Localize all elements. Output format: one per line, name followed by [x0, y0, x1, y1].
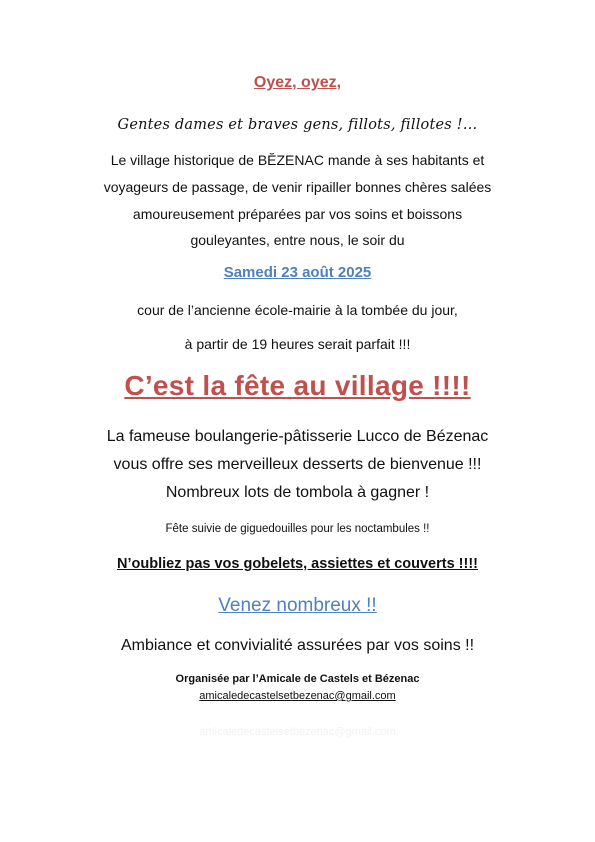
ambiance-text: Ambiance et convivialité assurées par vos soins !! — [120, 637, 475, 654]
intro-line-3: amoureusement préparées par vos soins et boissons — [132, 206, 463, 222]
event-title: C’est la fête au village !!!! — [124, 370, 471, 401]
followup-text: Fête suivie de giguedouilles pour les noctambules !! — [165, 523, 430, 535]
bakery-line-3: Nombreux lots de tombola à gagner ! — [165, 484, 430, 501]
intro-line-4: gouleyantes, entre nous, le soir du — [190, 232, 405, 248]
time-text: à partir de 19 heures serait parfait !!! — [184, 336, 411, 352]
organizer-text: Organisée par l’Amicale de Castels et Bézenac — [175, 673, 420, 685]
call-to-action: Venez nombreux !! — [218, 595, 377, 616]
event-date: Samedi 23 août 2025 — [223, 264, 372, 281]
location-text: cour de l’ancienne école-mairie à la tombée du jour, — [137, 302, 458, 318]
contact-email[interactable]: amicaledecastelsetbezenac@gmail.com — [199, 690, 396, 702]
heading: Oyez, oyez, — [253, 74, 342, 91]
bakery-line-2: vous offre ses merveilleux desserts de bienvenue !!! — [113, 456, 482, 473]
intro-line-2: voyageurs de passage, de venir ripailler bonnes chères salées — [103, 179, 492, 195]
greeting: Gentes dames et braves gens, fillots, fillotes !… — [117, 117, 478, 133]
reminder-text: N’oubliez pas vos gobelets, assiettes et couverts !!!! — [117, 556, 478, 572]
intro-line-1: Le village historique de BĔZENAC mande à ses habitants et — [110, 152, 485, 168]
bakery-line-1: La fameuse boulangerie-pâtisserie Lucco de Bézenac — [106, 428, 489, 445]
faint-email: amicaledecastelsetbezenac@gmail.com — [199, 726, 396, 738]
